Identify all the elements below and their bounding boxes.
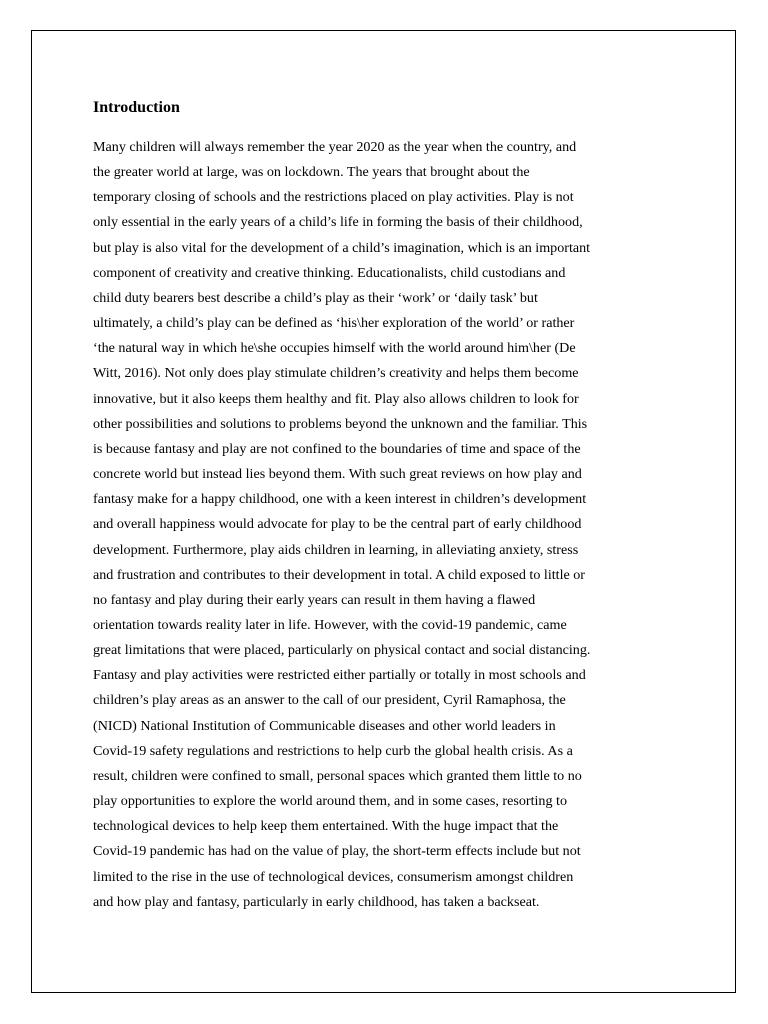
- paragraph-line: only essential in the early years of a child’s life in forming the basis of their childhood,: [93, 214, 583, 231]
- paragraph-line: no fantasy and play during their early years can result in them having a flawed: [93, 591, 536, 608]
- paragraph-line: great limitations that were placed, particularly on physical contact and social distancing.: [93, 642, 591, 659]
- paragraph-line: fantasy make for a happy childhood, one with a keen interest in children’s development: [93, 491, 587, 508]
- page-title: Introduction: [93, 99, 180, 116]
- paragraph-line: child duty bearers best describe a child’s play as their ‘work’ or ‘daily task’ but: [93, 289, 538, 306]
- paragraph-line: is because fantasy and play are not confined to the boundaries of time and space of the: [93, 440, 581, 457]
- paragraph-line: temporary closing of schools and the restrictions placed on play activities. Play is not: [93, 189, 574, 206]
- paragraph-line: ultimately, a child’s play can be defined as ‘his\her exploration of the world’ or rather: [93, 315, 575, 332]
- paragraph-line: play opportunities to explore the world around them, and in some cases, resorting to: [93, 793, 567, 810]
- paragraph-line: Fantasy and play activities were restricted either partially or totally in most schools and: [93, 667, 586, 684]
- paragraph-line: orientation towards reality later in life. However, with the covid-19 pandemic, came: [93, 616, 567, 633]
- paragraph-line: other possibilities and solutions to problems beyond the unknown and the familiar. This: [93, 415, 588, 432]
- paragraph-line: and frustration and contributes to their development in total. A child exposed to little or: [93, 566, 586, 583]
- paragraph-line: technological devices to help keep them entertained. With the huge impact that the: [93, 818, 559, 835]
- paragraph-line: limited to the rise in the use of technological devices, consumerism amongst children: [93, 868, 574, 885]
- paragraph-line: and how play and fantasy, particularly in early childhood, has taken a backseat.: [93, 893, 540, 910]
- paragraph-line: Witt, 2016). Not only does play stimulate children’s creativity and helps them become: [93, 365, 579, 382]
- paragraph-line: ‘the natural way in which he\she occupies himself with the world around him\her (De: [93, 340, 576, 357]
- paragraph-line: Many children will always remember the year 2020 as the year when the country, and: [93, 139, 577, 155]
- paragraph-line: concrete world but instead lies beyond them. With such great reviews on how play and: [93, 466, 582, 483]
- paragraph-line: innovative, but it also keeps them healthy and fit. Play also allows children to look for: [93, 390, 579, 407]
- paragraph-line: development. Furthermore, play aids children in learning, in alleviating anxiety, stress: [93, 541, 579, 558]
- paragraph-line: the greater world at large, was on lockdown. The years that brought about the: [93, 164, 530, 181]
- body-paragraph: [93, 135, 653, 915]
- paragraph-line: (NICD) National Institution of Communicable diseases and other world leaders in: [93, 717, 556, 734]
- paragraph-line: component of creativity and creative thinking. Educationalists, child custodians and: [93, 264, 566, 281]
- paragraph-line: but play is also vital for the development of a child’s imagination, which is an important: [93, 239, 591, 256]
- paragraph-line: Covid-19 pandemic has had on the value of play, the short-term effects include but not: [93, 843, 581, 860]
- paragraph-line: children’s play areas as an answer to the call of our president, Cyril Ramaphosa, the: [93, 692, 566, 709]
- paragraph-line: Covid-19 safety regulations and restrictions to help curb the global health crisis. As a: [93, 742, 573, 759]
- paragraph-line: and overall happiness would advocate for play to be the central part of early childhood: [93, 516, 582, 533]
- paragraph-line: result, children were confined to small, personal spaces which granted them little to no: [93, 767, 582, 784]
